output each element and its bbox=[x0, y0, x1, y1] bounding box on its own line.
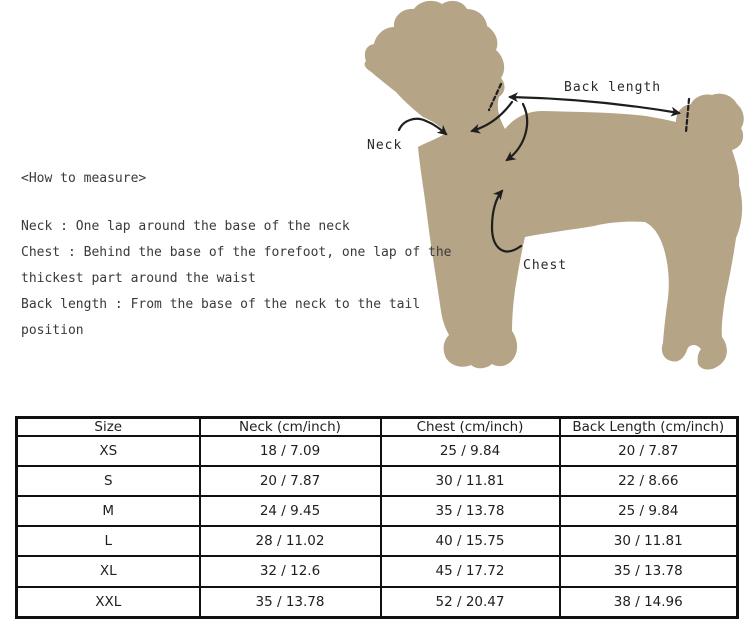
size-table-cell: XXL bbox=[17, 587, 200, 618]
size-table-cell: 30 / 11.81 bbox=[560, 526, 738, 556]
size-table-cell: 45 / 17.72 bbox=[381, 556, 560, 586]
size-table-cell: 18 / 7.09 bbox=[200, 436, 381, 466]
size-table-row-m bbox=[17, 496, 738, 526]
size-table-cell: 25 / 9.84 bbox=[381, 436, 560, 466]
chest-label: Chest bbox=[523, 258, 568, 273]
instruction-neck: Neck : One lap around the base of the neck bbox=[21, 219, 350, 234]
size-table-cell: 24 / 9.45 bbox=[200, 496, 381, 526]
size-table-cell: 40 / 15.75 bbox=[381, 526, 560, 556]
size-table-cell: 20 / 7.87 bbox=[560, 436, 738, 466]
size-table-cell: 25 / 9.84 bbox=[560, 496, 738, 526]
size-table bbox=[15, 416, 739, 619]
size-table-cell: 32 / 12.6 bbox=[200, 556, 381, 586]
size-table-cell: L bbox=[17, 526, 200, 556]
size-table-cell: 20 / 7.87 bbox=[200, 466, 381, 496]
size-table-row-s bbox=[17, 466, 738, 496]
size-table-cell: 30 / 11.81 bbox=[381, 466, 560, 496]
size-table-header-chest: Chest (cm/inch) bbox=[381, 418, 560, 437]
size-table-cell: 35 / 13.78 bbox=[560, 556, 738, 586]
back-length-label: Back length bbox=[564, 80, 662, 95]
size-table-header-back-length: Back Length (cm/inch) bbox=[560, 418, 738, 437]
size-table-cell: 38 / 14.96 bbox=[560, 587, 738, 618]
size-table-header-row bbox=[17, 418, 738, 437]
size-table-cell: 22 / 8.66 bbox=[560, 466, 738, 496]
size-table-row-l bbox=[17, 526, 738, 556]
size-table-cell: XL bbox=[17, 556, 200, 586]
size-table-cell: 52 / 20.47 bbox=[381, 587, 560, 618]
size-table-header-size: Size bbox=[17, 418, 200, 437]
size-table-cell: M bbox=[17, 496, 200, 526]
size-table-row-xl bbox=[17, 556, 738, 586]
instruction-chest: Chest : Behind the base of the forefoot, one lap of the thickest part around the waist bbox=[21, 245, 452, 286]
size-table-cell: XS bbox=[17, 436, 200, 466]
size-table-row-xxl bbox=[17, 587, 738, 618]
size-table-row-xs bbox=[17, 436, 738, 466]
back-length-arrow bbox=[510, 97, 679, 113]
size-table-cell: 28 / 11.02 bbox=[200, 526, 381, 556]
size-table-cell: 35 / 13.78 bbox=[381, 496, 560, 526]
how-to-measure-section bbox=[21, 166, 483, 344]
instruction-back-length: Back length : From the base of the neck to the tail position bbox=[21, 297, 421, 338]
size-table-cell: S bbox=[17, 466, 200, 496]
neck-label: Neck bbox=[367, 138, 403, 153]
size-table-header-neck: Neck (cm/inch) bbox=[200, 418, 381, 437]
how-to-measure-title: <How to measure> bbox=[21, 171, 147, 186]
size-table-cell: 35 / 13.78 bbox=[200, 587, 381, 618]
